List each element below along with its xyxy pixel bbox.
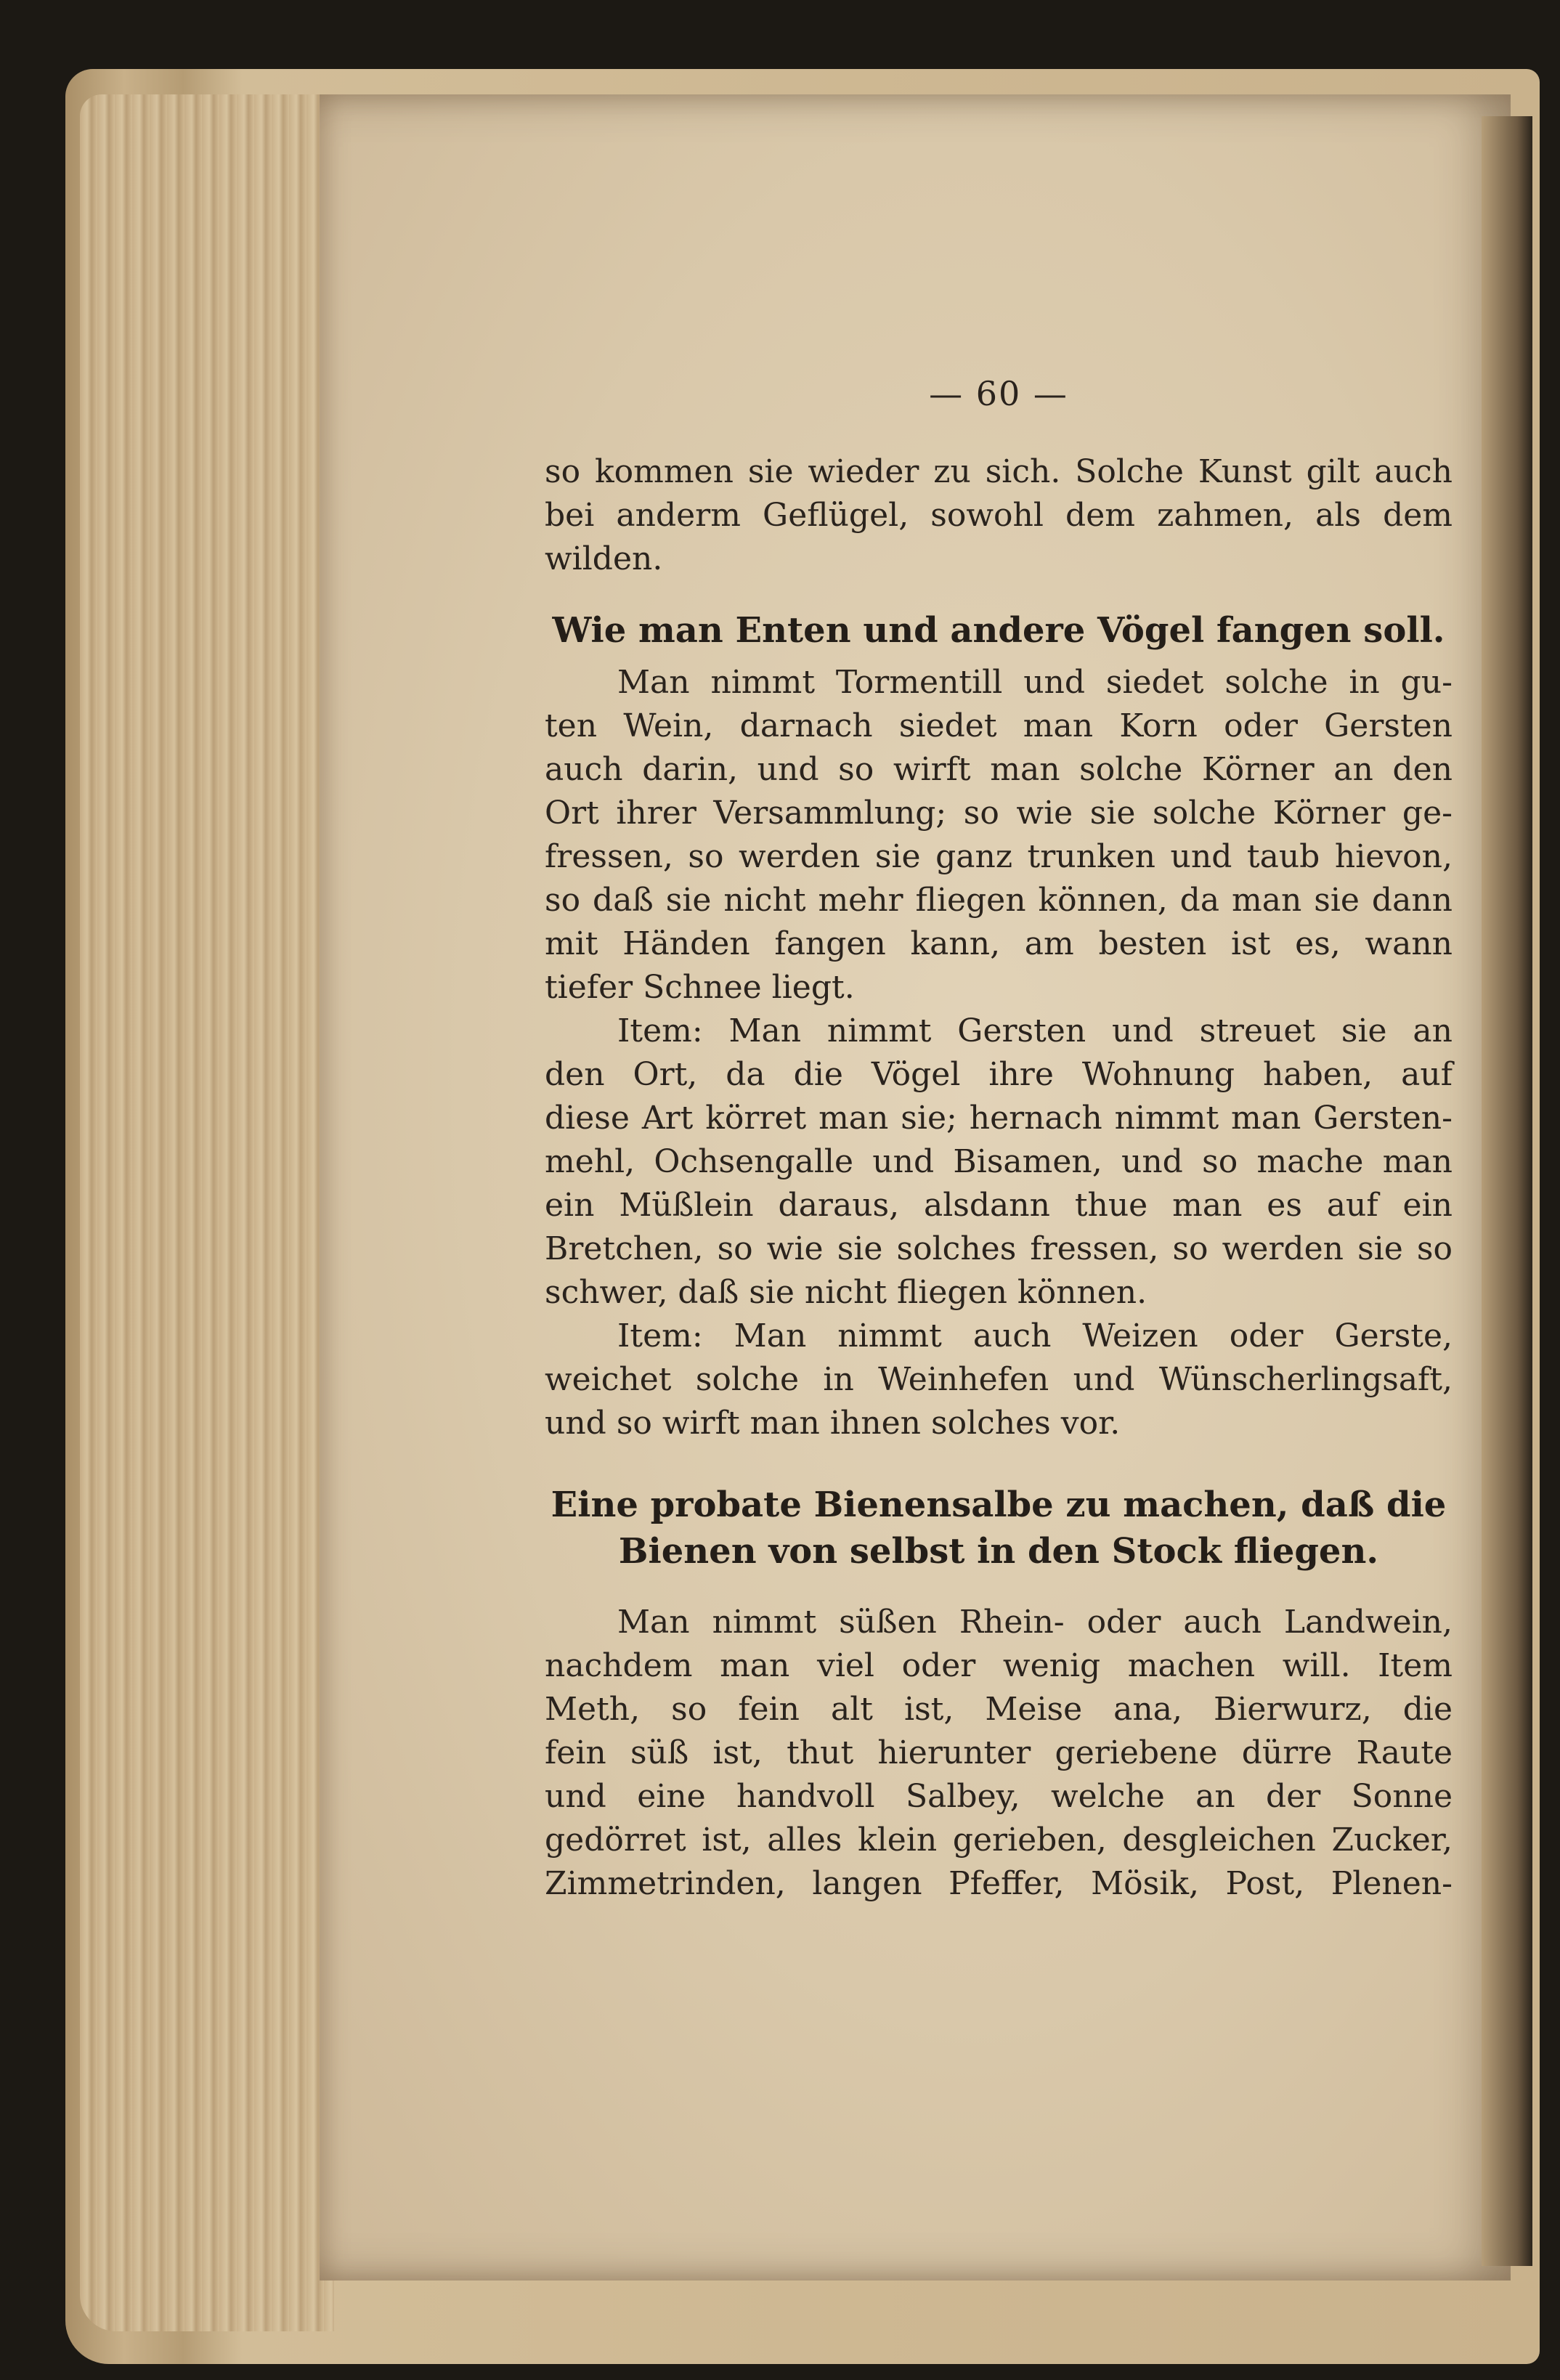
text-line: wilden. <box>545 540 663 577</box>
text-line: Bretchen, so wie sie solches fressen, so werden sie so <box>545 1230 1453 1267</box>
text-line: Meth, so fein alt ist, Meise ana, Bierwurz, die <box>545 1691 1453 1728</box>
paragraph-1 <box>545 450 1453 581</box>
section-heading-enten: Wie man Enten und andere Vögel fangen soll. <box>552 610 1445 651</box>
paragraph-2 <box>545 661 1453 1010</box>
paragraph-5 <box>545 1601 1453 1906</box>
text-line: mit Händen fangen kann, am besten ist es, wann <box>545 925 1453 962</box>
text-line: Ort ihrer Versammlung; so wie sie solche Körner ge- <box>545 795 1453 832</box>
heading-line: Eine probate Bienensalbe zu machen, daß die <box>551 1485 1447 1525</box>
text-line: weichet solche in Weinhefen und Wünscherlingsaft, <box>545 1361 1453 1398</box>
text-line: ein Müßlein daraus, alsdann thue man es auf ein <box>545 1187 1453 1224</box>
text-line: fein süß ist, thut hierunter geriebene dürre Raute <box>545 1734 1453 1771</box>
page-text <box>545 450 1453 1906</box>
page-number: — 60 — <box>929 374 1068 413</box>
text-line: schwer, daß sie nicht fliegen können. <box>545 1274 1147 1311</box>
section-heading-bienensalbe <box>545 1482 1453 1575</box>
text-line: ten Wein, darnach siedet man Korn oder Gersten <box>545 707 1453 744</box>
text-line: so daß sie nicht mehr fliegen können, da man sie dann <box>545 882 1453 919</box>
text-line: nachdem man viel oder wenig machen will. Item <box>545 1647 1453 1684</box>
text-line: bei anderm Geflügel, sowohl dem zahmen, als dem <box>545 497 1453 534</box>
page-stack-edges <box>80 94 334 2331</box>
text-line: Item: Man nimmt Gersten und streuet sie an <box>617 1012 1453 1049</box>
text-line: mehl, Ochsengalle und Bisamen, und so mache man <box>545 1143 1453 1180</box>
text-line: tiefer Schnee liegt. <box>545 969 855 1006</box>
text-line: auch darin, und so wirft man solche Körner an den <box>545 751 1453 788</box>
text-line: und eine handvoll Salbey, welche an der Sonne <box>545 1778 1453 1815</box>
text-line: fressen, so werden sie ganz trunken und taub hievon, <box>545 838 1453 875</box>
text-line: und so wirft man ihnen solches vor. <box>545 1405 1121 1442</box>
text-line: Man nimmt Tormentill und siedet solche in gu- <box>617 664 1453 701</box>
text-line: Man nimmt süßen Rhein- oder auch Landwein, <box>617 1604 1453 1641</box>
text-line: diese Art körret man sie; hernach nimmt man Gersten- <box>545 1100 1453 1137</box>
page-gutter <box>1482 116 1532 2266</box>
text-line: Item: Man nimmt auch Weizen oder Gerste, <box>617 1317 1453 1355</box>
text-line: gedörret ist, alles klein gerieben, desgleichen Zucker, <box>545 1821 1453 1859</box>
paragraph-4 <box>545 1315 1453 1445</box>
text-line: den Ort, da die Vögel ihre Wohnung haben, auf <box>545 1056 1453 1093</box>
text-line: Zimmetrinden, langen Pfeffer, Mösik, Post, Plenen- <box>545 1865 1453 1902</box>
heading-line: Bienen von selbst in den Stock fliegen. <box>618 1531 1379 1572</box>
paragraph-3 <box>545 1010 1453 1315</box>
text-line: so kommen sie wieder zu sich. Solche Kunst gilt auch <box>545 453 1453 490</box>
